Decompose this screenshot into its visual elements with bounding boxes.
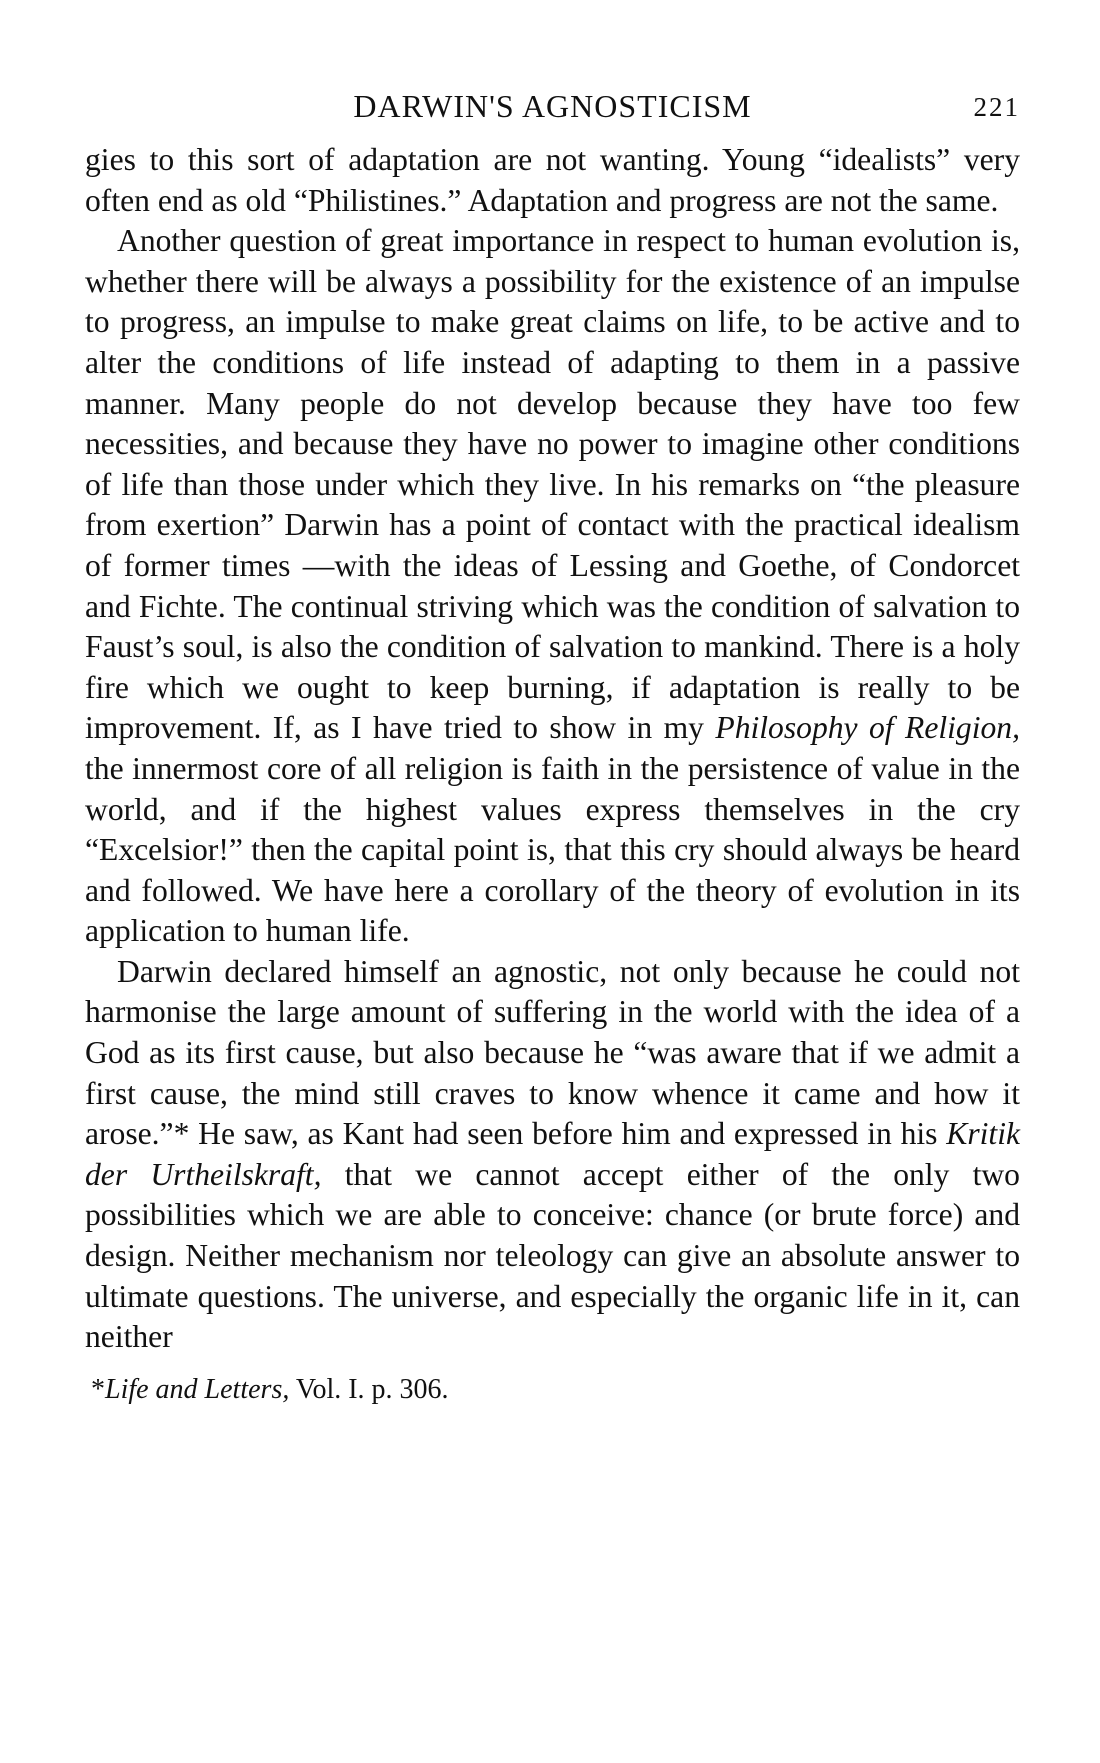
paragraph-2-text-a: Another question of great importance in respect to human evolution is, whether there will be always a possibility for the existence of an impulse to progress, an impulse to make great claims on life, to be active and to alter the conditions of life instead of adapting to them in a passive manner. Many people do not develop because they have too few necessities, and because they have no power to imagine other conditions of life than those under which they live. In his remarks on “the pleasure from exertion” Darwin has a point of contact with the practical idealism of former times —with the ideas of Lessing and Goethe, of Condorcet and Fichte. The continual striving which was the condition of salvation to Faust’s soul, is also the condition of salvation to mankind. There is a holy fire which we ought to keep burning, if adaptation is really to be improvement. If, as I have tried to show in my — [85, 223, 1020, 746]
book-title-kritik-der-urtheilskraft: Kritik der Urtheilskraft, — [85, 1116, 1020, 1192]
paragraph-3 — [85, 952, 1020, 1358]
footnote-mark: * — [91, 1373, 105, 1405]
paragraph-3-text-a: Darwin declared himself an agnostic, not only because he could not harmonise the large amount of suffering in the world with the idea of a God as its first cause, but also because he “was aware that if we admit a first cause, the mind still craves to know whence it came and how it arose.”* He saw, as Kant had seen before him and expressed in his — [85, 953, 1020, 1152]
page-header — [85, 80, 1020, 132]
book-title-philosophy-of-religion: Philosophy of Religion, — [715, 710, 1020, 746]
book-page — [85, 80, 1020, 1408]
footnote — [91, 1372, 1020, 1408]
paragraph-1: gies to this sort of adaptation are not wanting. Young “idealists” very often end as old “Philistines.” Adaptation and progress are not the same. — [85, 142, 1020, 218]
footnote-reference: Vol. I. p. 306. — [289, 1373, 449, 1405]
running-head: DARWIN'S AGNOSTICISM — [353, 88, 752, 124]
paragraph-2-text-b: the innermost core of all religion is faith in the persistence of value in the world, and if the highest values express themselves in the cry “Excelsior!” then the capital point is, that this cry should always be heard and followed. We have here a corollary of the theory of evolution in its application to human life. — [85, 750, 1020, 949]
paragraph-3-text-b: that we cannot accept either of the only two possibilities which we are able to conceive: chance (or brute force) and design. Neither mechanism nor teleology can give an absolute answer to ultimate questions. The universe, and especially the organic life in it, can neither — [85, 1156, 1020, 1355]
footnote-title: Life and Letters, — [105, 1373, 290, 1405]
page-number: 221 — [973, 92, 1020, 122]
paragraph-2 — [85, 221, 1020, 952]
body-text — [85, 140, 1020, 1358]
